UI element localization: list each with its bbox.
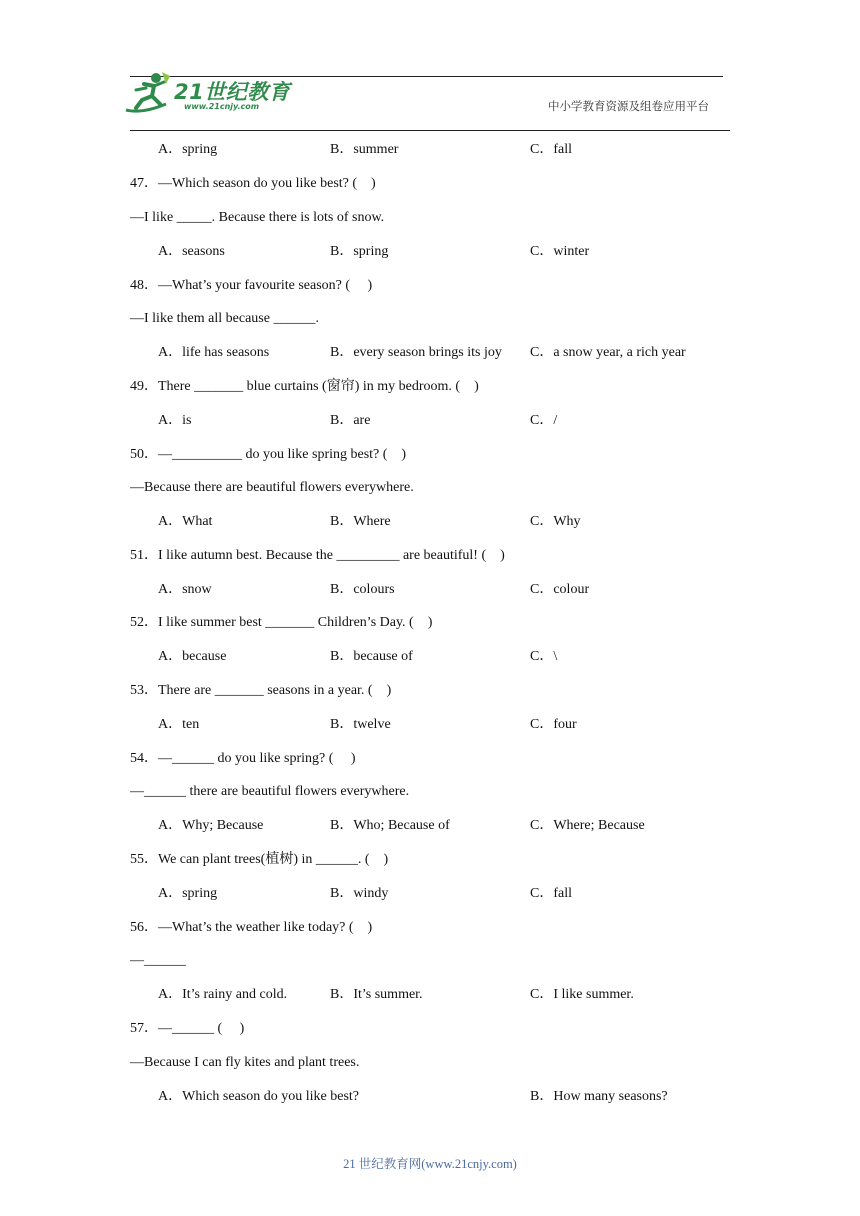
q47-stem: 47．—Which season do you like best? ( ) [130, 176, 376, 191]
q53-stem: 53．There are _______ seasons in a year. ( ) [130, 683, 392, 698]
q55-option-a: A．spring [158, 886, 218, 901]
q50-option-b: B．Where [330, 514, 391, 529]
q48-stem: 48．—What’s your favourite season? ( ) [130, 278, 373, 293]
q46-option-c: C．fall [530, 142, 572, 157]
q52-stem: 52．I like summer best _______ Children’s Day. ( ) [130, 615, 433, 630]
q52-option-c: C．\ [530, 649, 558, 664]
platform-title: 中小学教育资源及组卷应用平台 [548, 99, 709, 113]
logo-url: www.21cnjy.com [184, 102, 260, 111]
q48-response: —I like them all because ______. [130, 311, 319, 326]
q47-response: —I like _____. Because there is lots of snow. [130, 210, 385, 225]
q47-option-b: B．spring [330, 244, 389, 259]
page-footer[interactable]: 21 世纪教育网(www.21cnjy.com) [343, 1157, 517, 1171]
q50-response: —Because there are beautiful flowers everywhere. [130, 480, 414, 495]
q46-option-b: B．summer [330, 142, 399, 157]
q54-option-b: B．Who; Because of [330, 818, 450, 833]
q54-option-a: A．Why; Because [158, 818, 264, 833]
q52-option-a: A．because [158, 649, 227, 664]
q55-option-c: C．fall [530, 886, 572, 901]
q48-option-c: C．a snow year, a rich year [530, 345, 686, 360]
q55-stem: 55．We can plant trees(植树) in ______. ( ) [130, 852, 389, 867]
q55-option-b: B．windy [330, 886, 389, 901]
q56-option-b: B．It’s summer. [330, 987, 423, 1002]
q49-option-a: A．is [158, 413, 192, 428]
q49-stem: 49．There _______ blue curtains (窗帘) in my bedroom. ( ) [130, 379, 479, 394]
q50-option-c: C．Why [530, 514, 581, 529]
q56-stem: 56．—What’s the weather like today? ( ) [130, 920, 373, 935]
q54-response: —______ there are beautiful flowers everywhere. [130, 784, 410, 799]
q46-option-a: A．spring [158, 142, 218, 157]
q54-option-c: C．Where; Because [530, 818, 645, 833]
q47-option-a: A．seasons [158, 244, 225, 259]
q50-option-a: A．What [158, 514, 213, 529]
logo-text: 21世纪教育 [174, 80, 291, 104]
runner-logo-icon [122, 70, 178, 118]
q51-option-b: B．colours [330, 582, 395, 597]
q51-stem: 51．I like autumn best. Because the _________ are beautiful! ( ) [130, 548, 505, 563]
header-bottom-rule [130, 130, 730, 131]
q57-stem: 57．—______ ( ) [130, 1021, 245, 1036]
q53-option-c: C．four [530, 717, 577, 732]
q51-option-a: A．snow [158, 582, 212, 597]
q56-option-a: A．It’s rainy and cold. [158, 987, 288, 1002]
q57-option-a: A．Which season do you like best? [158, 1089, 360, 1104]
q49-option-c: C．/ [530, 413, 558, 428]
q47-option-c: C．winter [530, 244, 590, 259]
q56-response: —______ [130, 953, 186, 968]
q54-stem: 54．—______ do you like spring? ( ) [130, 751, 356, 766]
q49-option-b: B．are [330, 413, 371, 428]
q53-option-a: A．ten [158, 717, 200, 732]
q48-option-b: B．every season brings its joy [330, 345, 502, 360]
q57-response: —Because I can fly kites and plant trees. [130, 1055, 360, 1070]
q50-stem: 50．—__________ do you like spring best? ( ) [130, 447, 407, 462]
q51-option-c: C．colour [530, 582, 590, 597]
q48-option-a: A．life has seasons [158, 345, 270, 360]
q56-option-c: C．I like summer. [530, 987, 634, 1002]
site-logo[interactable] [122, 70, 292, 118]
q52-option-b: B．because of [330, 649, 413, 664]
q53-option-b: B．twelve [330, 717, 391, 732]
q57-option-b: B．How many seasons? [530, 1089, 668, 1104]
